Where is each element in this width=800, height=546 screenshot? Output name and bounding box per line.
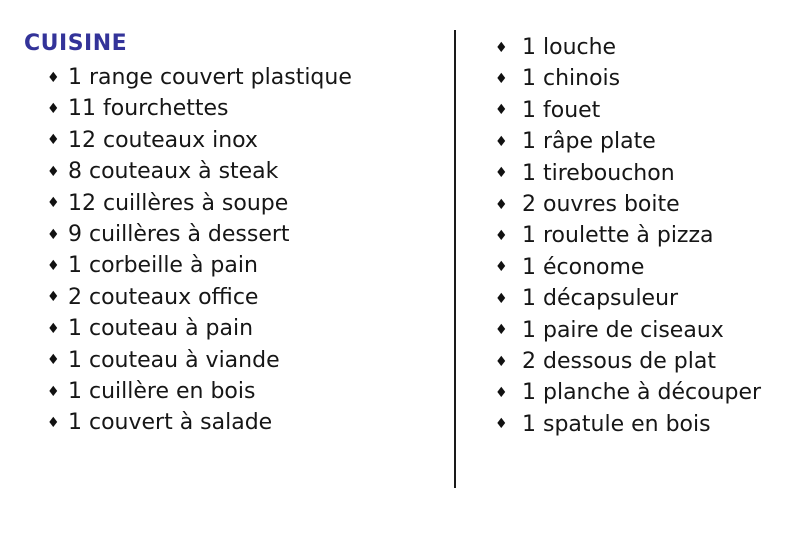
list-item [490,220,761,251]
list-item-label: 1 spatule en bois [522,411,711,437]
diamond-bullet-icon: ♦ [47,226,60,243]
list-item [490,95,761,126]
list-item [46,93,352,124]
list-item [46,125,352,156]
diamond-bullet-icon: ♦ [495,71,508,88]
diamond-bullet-icon: ♦ [47,163,60,180]
diamond-bullet-icon: ♦ [495,290,508,307]
list-item-label: 8 couteaux à steak [68,159,279,185]
list-item [490,126,761,157]
list-item-label: 1 couvert à salade [68,410,273,436]
list-item [46,188,352,219]
list-item-label: 1 râpe plate [522,129,656,155]
list-item-label: 12 cuillères à soupe [68,190,289,216]
page-title: CUISINE [24,31,128,56]
list-item-label: 2 couteaux office [68,284,259,310]
diamond-bullet-icon: ♦ [47,69,60,86]
diamond-bullet-icon: ♦ [47,352,60,369]
diamond-bullet-icon: ♦ [47,258,60,275]
list-item-label: 9 cuillères à dessert [68,221,290,247]
list-item [46,376,352,407]
list-item [46,156,352,187]
list-item [490,252,761,283]
diamond-bullet-icon: ♦ [47,383,60,400]
list-item [46,282,352,313]
list-item-label: 1 paire de ciseaux [522,317,724,343]
diamond-bullet-icon: ♦ [495,416,508,433]
list-item-label: 1 couteau à viande [68,347,280,373]
list-item-label: 12 couteaux inox [68,127,258,153]
kitchen-list-right-column [490,32,761,440]
diamond-bullet-icon: ♦ [495,228,508,245]
list-item-label: 1 chinois [522,66,621,92]
list-item-label: 1 range couvert plastique [68,65,352,90]
diamond-bullet-icon: ♦ [47,320,60,337]
list-item [46,407,352,438]
diamond-bullet-icon: ♦ [47,289,60,306]
list-item-label: 1 fouet [522,97,601,123]
diamond-bullet-icon: ♦ [47,414,60,431]
list-item-label: 1 louche [522,35,617,60]
list-item [46,62,352,93]
list-item [490,283,761,314]
list-item-label: 1 couteau à pain [68,316,254,342]
diamond-bullet-icon: ♦ [495,39,508,56]
list-item [490,409,761,440]
list-item-label: 1 décapsuleur [522,286,679,312]
list-item-label: 1 roulette à pizza [522,223,714,249]
diamond-bullet-icon: ♦ [495,259,508,276]
list-item-label: 1 cuillère en bois [68,378,256,404]
diamond-bullet-icon: ♦ [495,384,508,401]
diamond-bullet-icon: ♦ [47,132,60,149]
list-item [490,377,761,408]
diamond-bullet-icon: ♦ [495,165,508,182]
diamond-bullet-icon: ♦ [495,133,508,150]
diamond-bullet-icon: ♦ [495,196,508,213]
list-item [490,63,761,94]
list-item-label: 1 tirebouchon [522,160,675,186]
diamond-bullet-icon: ♦ [495,102,508,119]
list-item [46,219,352,250]
diamond-bullet-icon: ♦ [495,322,508,339]
diamond-bullet-icon: ♦ [47,195,60,212]
list-item [490,315,761,346]
list-item [46,313,352,344]
list-item [46,345,352,376]
list-item [490,346,761,377]
list-item [490,32,761,63]
list-item-label: 11 fourchettes [68,96,229,122]
list-item-label: 1 corbeille à pain [68,253,258,279]
column-divider-rule [454,30,456,488]
list-item [46,250,352,281]
diamond-bullet-icon: ♦ [47,101,60,118]
kitchen-list-left-column [46,62,352,439]
list-item-label: 2 dessous de plat [522,348,716,374]
list-item-label: 1 planche à découper [522,380,762,406]
list-item-label: 1 économe [522,254,645,280]
list-item-label: 2 ouvres boite [522,191,680,217]
diamond-bullet-icon: ♦ [495,353,508,370]
list-item [490,158,761,189]
list-item [490,189,761,220]
